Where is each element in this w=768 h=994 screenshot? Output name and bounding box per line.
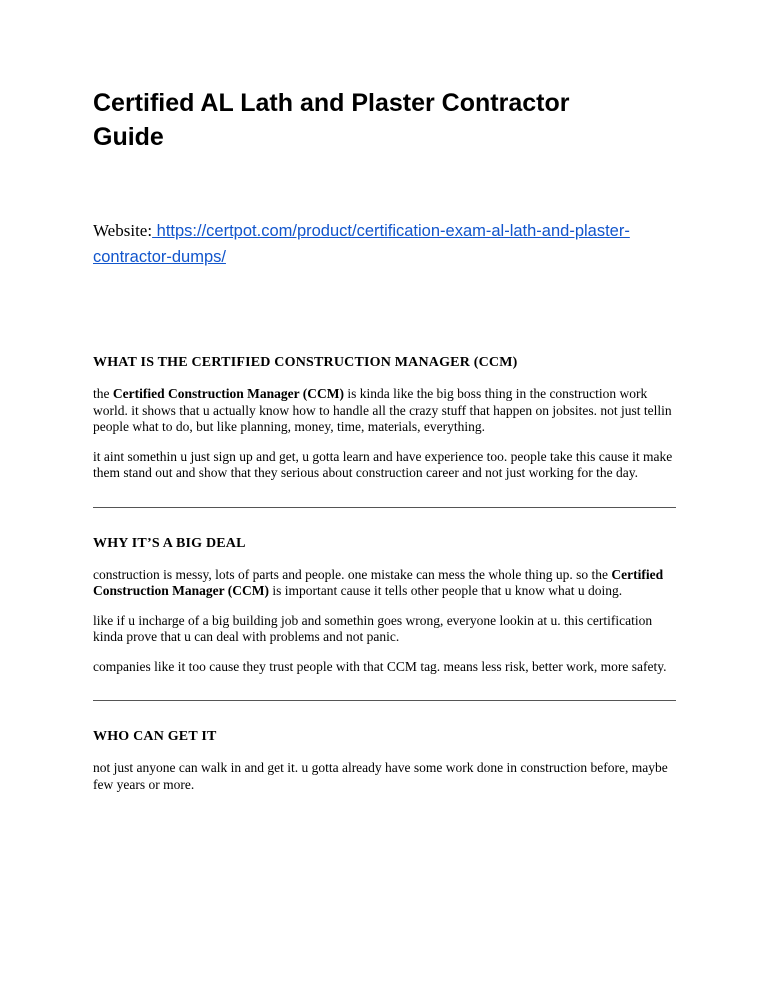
text-segment: is important cause it tells other people that u know what u doing. [268,583,623,598]
section-heading-big-deal: WHY IT’S A BIG DEAL [93,535,246,551]
website-label: Website: [93,221,153,240]
text-segment: companies like it too cause they trust people with that CCM tag. means less risk, better work, more safety. [93,658,667,674]
text-segment-bold: Certified Construction Manager (CCM) [112,386,344,401]
text-segment-bold: Certified Construction Manager (CCM) [93,566,664,598]
text-segment: construction is messy, lots of parts and people. one mistake can mess the whole thing up. so the [93,566,612,582]
horizontal-rule [93,507,676,508]
text-segment: is kinda like the big boss thing in the construction work world. it shows that u actually know how to handle all the crazy stuff that happen on jobsites. not just tellin people what to do, but like planning, money, time, materials, everything. [93,386,672,434]
horizontal-rule [93,700,676,701]
text-segment: like if u incharge of a big building job and somethin goes wrong, everyone lookin at u. this certification kinda prove that u can deal with problems and not panic. [93,612,653,644]
text-segment: not just anyone can walk in and get it. u gotta already have some work done in construction before, maybe few years or more. [93,760,668,792]
text-segment: it aint somethin u just sign up and get, u gotta learn and have experience too. people take this cause it make them stand out and show that they serious about construction career and not just working for the day. [93,448,673,480]
website-line [93,218,676,270]
paragraph [93,659,676,676]
section-heading-what-is-ccm: WHAT IS THE CERTIFIED CONSTRUCTION MANAGER (CCM) [93,355,518,370]
paragraph [93,760,676,793]
section-heading-who-can-get-it: WHO CAN GET IT [93,729,217,744]
text-segment: the [93,386,113,401]
paragraph [93,613,676,646]
page-title: Certified AL Lath and Plaster Contractor Guide [93,89,570,151]
paragraph [93,449,676,482]
website-link[interactable]: https://certpot.com/product/certification-exam-al-lath-and-plaster-contractor-dumps/ [93,222,630,266]
paragraph [93,567,676,600]
paragraph [93,386,676,436]
